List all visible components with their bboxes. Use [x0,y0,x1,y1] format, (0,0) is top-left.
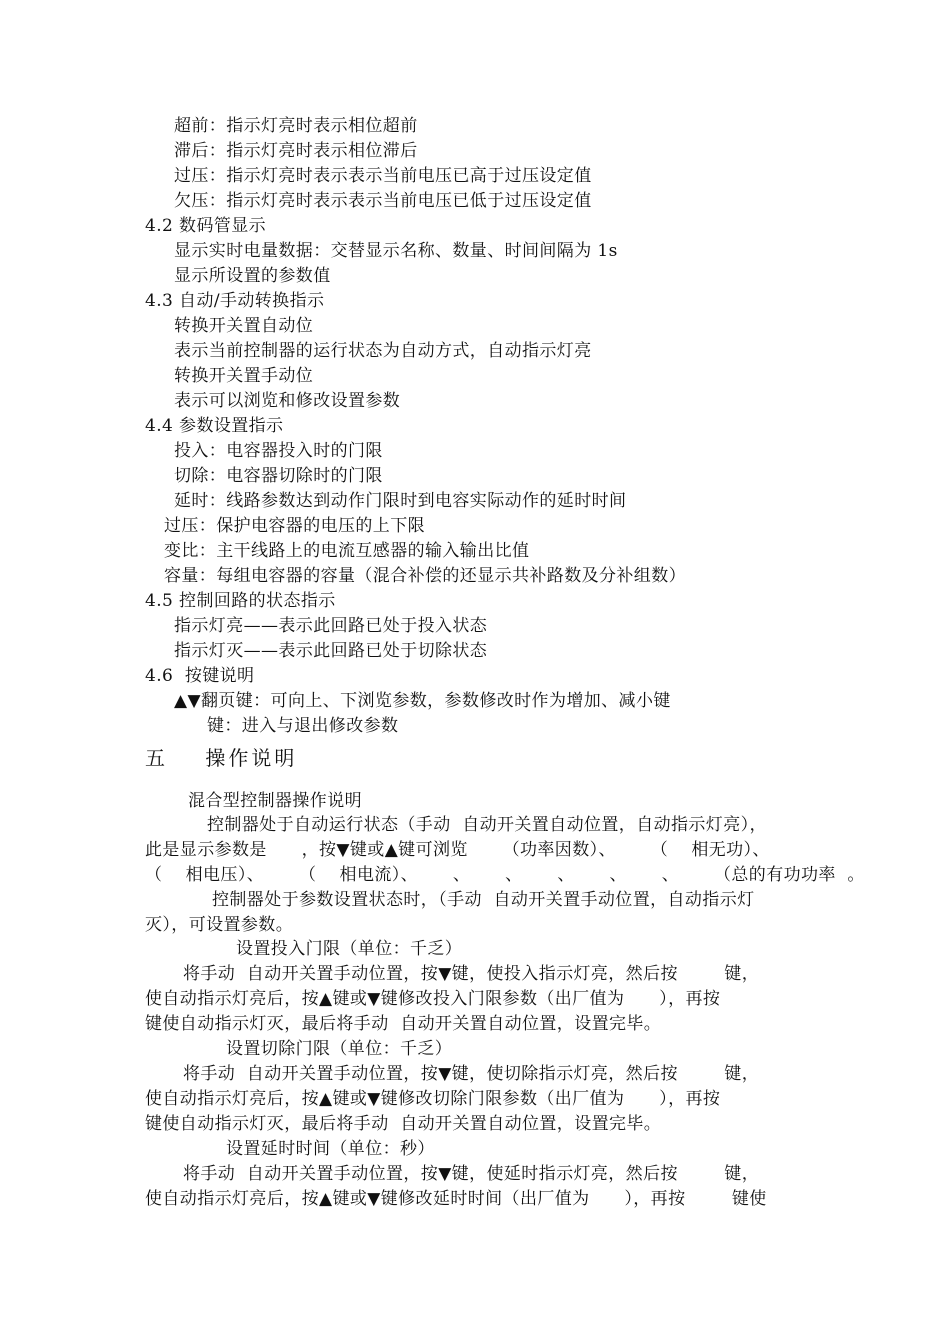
section-4-4-line: 切除：电容器切除时的门限 [174,466,383,486]
setting-title-on-threshold: 设置投入门限（单位：千乏） [236,939,463,959]
paragraph-line: （ 相电压）、 （ 相电流）、 、 、 、 、 、 （总的有功功率 。 [145,865,865,885]
indicator-advance: 超前：指示灯亮时表示相位超前 [174,116,418,136]
section-4-3-line: 转换开关置自动位 [174,316,314,336]
paragraph-line: 控制器处于参数设置状态时，（手动 自动开关置手动位置，自动指示灯 [212,890,755,910]
paragraph-line: 将手动 自动开关置手动位置，按▼键，使切除指示灯亮，然后按 键， [183,1064,760,1084]
section-4-3-heading: 4.3 自动/手动转换指示 [145,291,325,311]
section-4-4-line: 投入：电容器投入时的门限 [174,441,383,461]
section-4-6-line: ▲▼翻页键：可向上、下浏览参数，参数修改时作为增加、减小键 [174,691,671,711]
operation-subtitle: 混合型控制器操作说明 [188,791,362,811]
section-4-3-line: 表示当前控制器的运行状态为自动方式，自动指示灯亮 [174,341,592,361]
indicator-lag: 滞后：指示灯亮时表示相位滞后 [174,141,418,161]
paragraph-line: 将手动 自动开关置手动位置，按▼键，使延时指示灯亮，然后按 键， [183,1164,760,1184]
paragraph-line: 键使自动指示灯灭，最后将手动 自动开关置自动位置，设置完毕。 [145,1014,662,1034]
section-4-4-line: 容量：每组电容器的容量（混合补偿的还显示共补路数及分补组数） [164,566,686,586]
paragraph-line: 使自动指示灯亮后，按▲键或▼键修改延时时间（出厂值为 ），再按 键使 [145,1189,767,1209]
section-4-5-line: 指示灯亮——表示此回路已处于投入状态 [174,616,488,636]
indicator-undervoltage: 欠压：指示灯亮时表示表示当前电压已低于过压设定值 [174,191,592,211]
setting-title-delay: 设置延时时间（单位：秒） [226,1139,435,1159]
paragraph-line: 控制器处于自动运行状态（手动 自动开关置自动位置，自动指示灯亮）， [207,815,767,835]
paragraph-line: 灭），可设置参数。 [145,915,294,935]
section-5-heading: 五 操作说明 [145,746,298,770]
paragraph-line: 此是显示参数是 ，按▼键或▲键可浏览 （功率因数）、 （ 相无功）、 [145,840,770,860]
section-4-3-line: 转换开关置手动位 [174,366,314,386]
section-4-2-heading: 4.2 数码管显示 [145,216,267,236]
section-4-2-line: 显示所设置的参数值 [174,266,331,286]
section-4-4-line: 变比：主干线路上的电流互感器的输入输出比值 [164,541,530,561]
section-4-2-line: 显示实时电量数据：交替显示名称、数量、时间间隔为 1s [174,241,618,261]
section-4-3-line: 表示可以浏览和修改设置参数 [174,391,401,411]
section-4-6-heading: 4.6 按键说明 [145,666,255,686]
section-4-4-line: 延时：线路参数达到动作门限时到电容实际动作的延时时间 [174,491,627,511]
section-4-4-heading: 4.4 参数设置指示 [145,416,284,436]
setting-title-off-threshold: 设置切除门限（单位：千乏） [226,1039,453,1059]
section-4-5-heading: 4.5 控制回路的状态指示 [145,591,336,611]
paragraph-line: 将手动 自动开关置手动位置，按▼键，使投入指示灯亮，然后按 键， [183,964,760,984]
section-4-4-line: 过压：保护电容器的电压的上下限 [164,516,425,536]
paragraph-line: 使自动指示灯亮后，按▲键或▼键修改投入门限参数（出厂值为 ），再按 [145,989,721,1009]
paragraph-line: 键使自动指示灯灭，最后将手动 自动开关置自动位置，设置完毕。 [145,1114,662,1134]
indicator-overvoltage: 过压：指示灯亮时表示表示当前电压已高于过压设定值 [174,166,592,186]
paragraph-line: 使自动指示灯亮后，按▲键或▼键修改切除门限参数（出厂值为 ），再按 [145,1089,721,1109]
section-4-5-line: 指示灯灭——表示此回路已处于切除状态 [174,641,488,661]
section-4-6-line: 键：进入与退出修改参数 [207,716,399,736]
